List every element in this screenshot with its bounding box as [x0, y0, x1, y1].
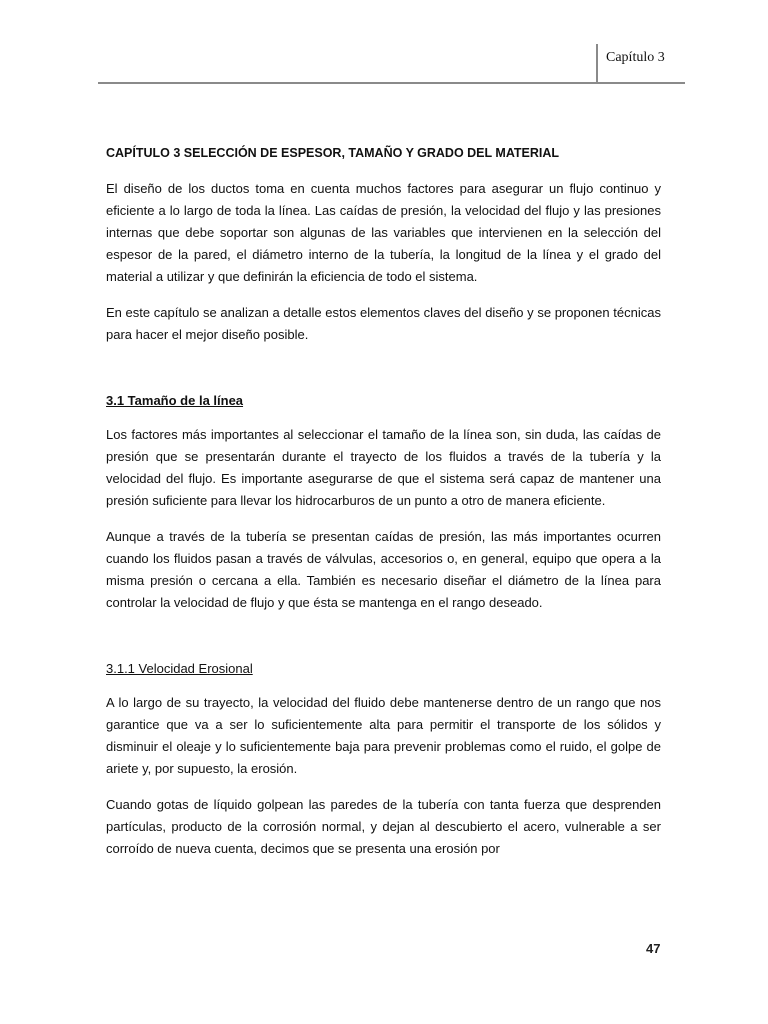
section-heading-3-1-1: 3.1.1 Velocidad Erosional: [106, 661, 253, 676]
page-content: [106, 138, 661, 874]
spacer: [106, 360, 661, 390]
section-3-1-paragraph-2: Aunque a través de la tubería se presentan caídas de presión, las más importantes ocurren cuando los fluidos pasan a través de válvulas, accesorios o, en general, equipo que opera a la misma presión o cercana a ella. También es necesario diseñar el diámetro de la línea para controlar la velocidad de flujo y que ésta se mantenga en el rango deseado.: [106, 529, 661, 610]
chapter-title: CAPÍTULO 3 SELECCIÓN DE ESPESOR, TAMAÑO Y GRADO DEL MATERIAL: [106, 146, 560, 160]
header-divider: [596, 44, 598, 83]
section-3-1-1-paragraph-1: A lo largo de su trayecto, la velocidad del fluido debe mantenerse dentro de un rango que nos garantice que va a ser lo suficientemente alta para permitir el transporte de los sólidos y disminuir el oleaje y lo suficientemente baja para prevenir problemas como el ruido, el golpe de ariete y, por supuesto, la erosión.: [106, 695, 661, 776]
intro-paragraph-2: En este capítulo se analizan a detalle estos elementos claves del diseño y se proponen técnicas para hacer el mejor diseño posible.: [106, 305, 661, 342]
section-heading-3-1: 3.1 Tamaño de la línea: [106, 393, 244, 408]
intro-paragraph-1: El diseño de los ductos toma en cuenta muchos factores para asegurar un flujo continuo y eficiente a lo largo de toda la línea. Las caídas de presión, la velocidad del flujo y las presiones internas que debe soportar son algunas de las variables que intervienen en la selección del espesor de la pared, el diámetro interno de la tubería, la longitud de la línea y el grado del material a utilizar y que definirán la eficiencia de todo el sistema.: [106, 181, 661, 284]
section-3-1-1-paragraph-2: Cuando gotas de líquido golpean las paredes de la tubería con tanta fuerza que desprenden partículas, producto de la corrosión normal, y dejan al descubierto el acero, vulnerable a ser corroído de nueva cuenta, decimos que se presenta una erosión por: [106, 797, 661, 856]
page-number: 47: [646, 941, 661, 956]
section-3-1-paragraph-1: Los factores más importantes al seleccionar el tamaño de la línea son, sin duda, las caídas de presión que se presentarán durante el trayecto de los fluidos a través de la tubería y la velocidad del flujo. Es importante asegurarse de que el sistema será capaz de mantener una presión suficiente para llevar los hidrocarburos de un punto a otro de manera eficiente.: [106, 427, 661, 508]
spacer: [106, 628, 661, 658]
running-header: Capítulo 3: [606, 50, 665, 65]
